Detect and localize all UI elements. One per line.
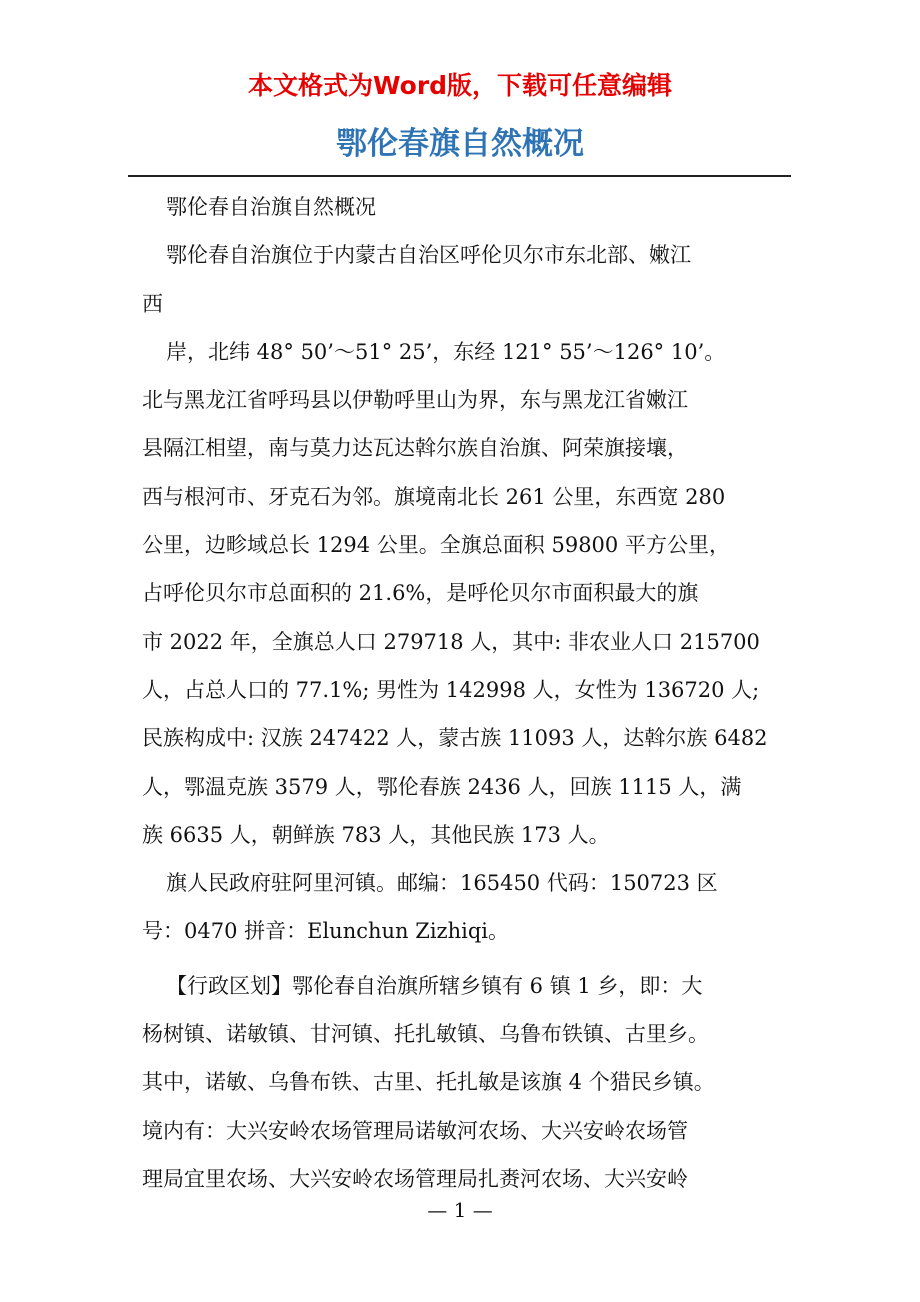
page-number: — 1 — [427, 1198, 493, 1222]
body-line: 民族构成中: 汉族 247422 人，蒙古族 11093 人，达斡尔族 6482 [142, 726, 768, 751]
body-line: 旗人民政府驻阿里河镇。邮编：165450 代码：150723 区 [166, 871, 718, 896]
document-body [142, 183, 782, 1203]
body-line: 鄂伦春自治旗位于内蒙古自治区呼伦贝尔市东北部、嫩江 [166, 243, 691, 268]
body-line: 人，占总人口的 77.1%; 男性为 142998 人，女性为 136720 人; [142, 677, 760, 702]
body-line: 岸，北纬 48° 50’～51° 25’，东经 121° 55’～126° 10’。 [166, 339, 726, 364]
body-line: 西与根河市、牙克石为邻。旗境南北长 261 公里，东西宽 280 [142, 484, 726, 509]
title-divider [128, 175, 791, 177]
body-line: 县隔江相望，南与莫力达瓦达斡尔族自治旗、阿荣旗接壤， [142, 436, 688, 461]
body-line: 西 [142, 291, 163, 316]
body-line: 杨树镇、诺敏镇、甘河镇、托扎敏镇、乌鲁布铁镇、古里乡。 [142, 1022, 709, 1047]
body-line: 其中，诺敏、乌鲁布铁、古里、托扎敏是该旗 4 个猎民乡镇。 [142, 1070, 715, 1095]
body-line: 人，鄂温克族 3579 人，鄂伦春族 2436 人，回族 1115 人，满 [142, 774, 742, 799]
body-line: 境内有：大兴安岭农场管理局诺敏河农场、大兴安岭农场管 [142, 1118, 688, 1143]
document-title: 鄂伦春旗自然概况 [336, 126, 584, 162]
body-line: 号：0470 拼音：Elunchun Zizhiqi。 [142, 919, 509, 944]
body-line: 理局宜里农场、大兴安岭农场管理局扎赉河农场、大兴安岭 [142, 1166, 688, 1191]
body-line: 占呼伦贝尔市总面积的 21.6%，是呼伦贝尔市面积最大的旗 [142, 581, 699, 606]
body-line: 市 2022 年，全旗总人口 279718 人，其中: 非农业人口 215700 [142, 629, 760, 654]
body-line: 鄂伦春自治旗自然概况 [166, 195, 376, 219]
body-line: 族 6635 人，朝鲜族 783 人，其他民族 173 人。 [142, 822, 610, 847]
download-notice: 本文格式为Word版，下载可任意编辑 [247, 71, 673, 100]
body-line: 【行政区划】鄂伦春自治旗所辖乡镇有 6 镇 1 乡，即：大 [166, 973, 703, 998]
body-line: 公里，边畛域总长 1294 公里。全旗总面积 59800 平方公里， [142, 533, 730, 558]
body-line: 北与黑龙江省呼玛县以伊勒呼里山为界，东与黑龙江省嫩江 [142, 388, 688, 413]
